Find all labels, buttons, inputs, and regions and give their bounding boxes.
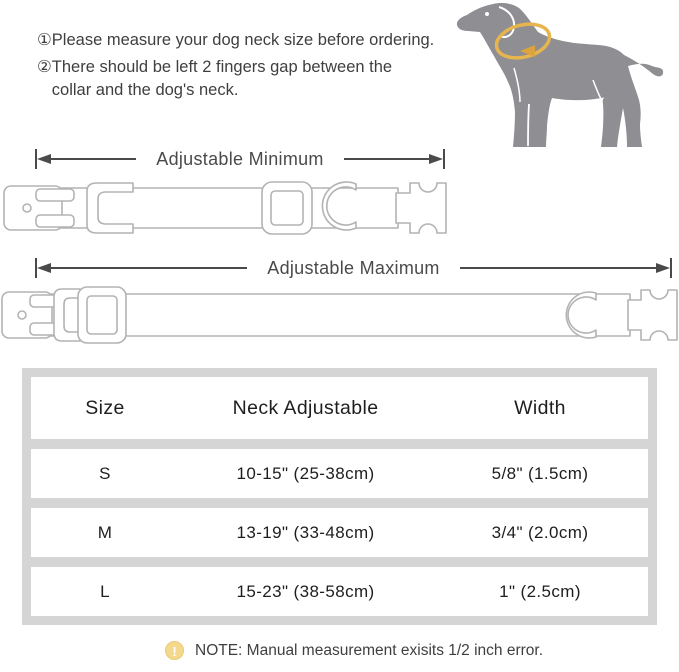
size-table-row-m: [31, 508, 648, 557]
dimension-line: [460, 267, 656, 269]
instruction-1: [37, 29, 467, 52]
buckle-hole: [18, 311, 26, 319]
size-table-row-s: [31, 449, 648, 498]
buckle-tab-bottom: [36, 215, 74, 227]
instruction-2-number: ②: [37, 58, 52, 76]
cell-neck-range: 13-19" (33-48cm): [236, 522, 375, 542]
instruction-1-text: Please measure your dog neck size before ordering.: [51, 31, 435, 49]
buckle-hole: [23, 204, 31, 212]
adjustable-maximum-dimension: [35, 257, 672, 279]
instruction-2-text: There should be left 2 fingers gap between the collar and the dog's neck.: [51, 58, 393, 99]
size-table-header-row: [31, 377, 648, 439]
cell-size: L: [100, 581, 110, 601]
dog-silhouette: [457, 3, 663, 147]
instruction-2: [37, 56, 467, 102]
dog-illustration: [450, 0, 679, 160]
adjustable-minimum-label: Adjustable Minimum: [156, 148, 324, 169]
size-table: [22, 368, 657, 625]
collar-strap: [40, 294, 630, 336]
cell-width: 3/4" (2.0cm): [491, 522, 589, 542]
cell-neck-range: 15-23" (38-58cm): [236, 581, 375, 601]
adjustable-maximum-label: Adjustable Maximum: [267, 257, 440, 278]
column-header-width: Width: [514, 396, 566, 419]
cell-neck-range: 10-15" (25-38cm): [236, 463, 375, 483]
size-table-row-l: [31, 567, 648, 616]
cell-size: S: [99, 463, 111, 483]
dimension-line: [51, 267, 247, 269]
note-text: NOTE: Manual measurement exisits 1/2 inch error.: [195, 641, 544, 659]
adjustable-minimum-dimension: [35, 148, 445, 170]
dog-leg-separation-line: [528, 104, 529, 146]
buckle-tab-top: [36, 189, 74, 201]
quick-release-buckle: [628, 290, 677, 340]
measurement-note: [165, 641, 543, 660]
dog-eye: [485, 12, 489, 16]
cell-width: 5/8" (1.5cm): [491, 463, 589, 483]
instructions: [37, 29, 467, 106]
dimension-tick-right: [443, 149, 445, 169]
arrowhead-left-icon: [37, 263, 51, 273]
triglide-slider-inner: [271, 191, 303, 225]
triglide-slider-inner: [87, 296, 117, 334]
dimension-line: [344, 158, 429, 160]
arrowhead-left-icon: [37, 154, 51, 164]
column-header-size: Size: [85, 396, 125, 419]
dimension-tick-right: [670, 258, 672, 278]
exclamation-icon: !: [165, 641, 184, 660]
cell-size: M: [97, 522, 113, 542]
arrowhead-right-icon: [429, 154, 443, 164]
collar-diagram-minimum: [0, 179, 450, 237]
instruction-1-number: ①: [37, 31, 52, 49]
collar-strap: [58, 188, 398, 228]
collar-diagram-maximum: [0, 286, 679, 344]
quick-release-buckle: [396, 183, 446, 233]
arrowhead-right-icon: [656, 263, 670, 273]
dimension-line: [51, 158, 136, 160]
cell-width: 1" (2.5cm): [499, 581, 581, 601]
column-header-neck-adjustable: Neck Adjustable: [232, 396, 379, 419]
